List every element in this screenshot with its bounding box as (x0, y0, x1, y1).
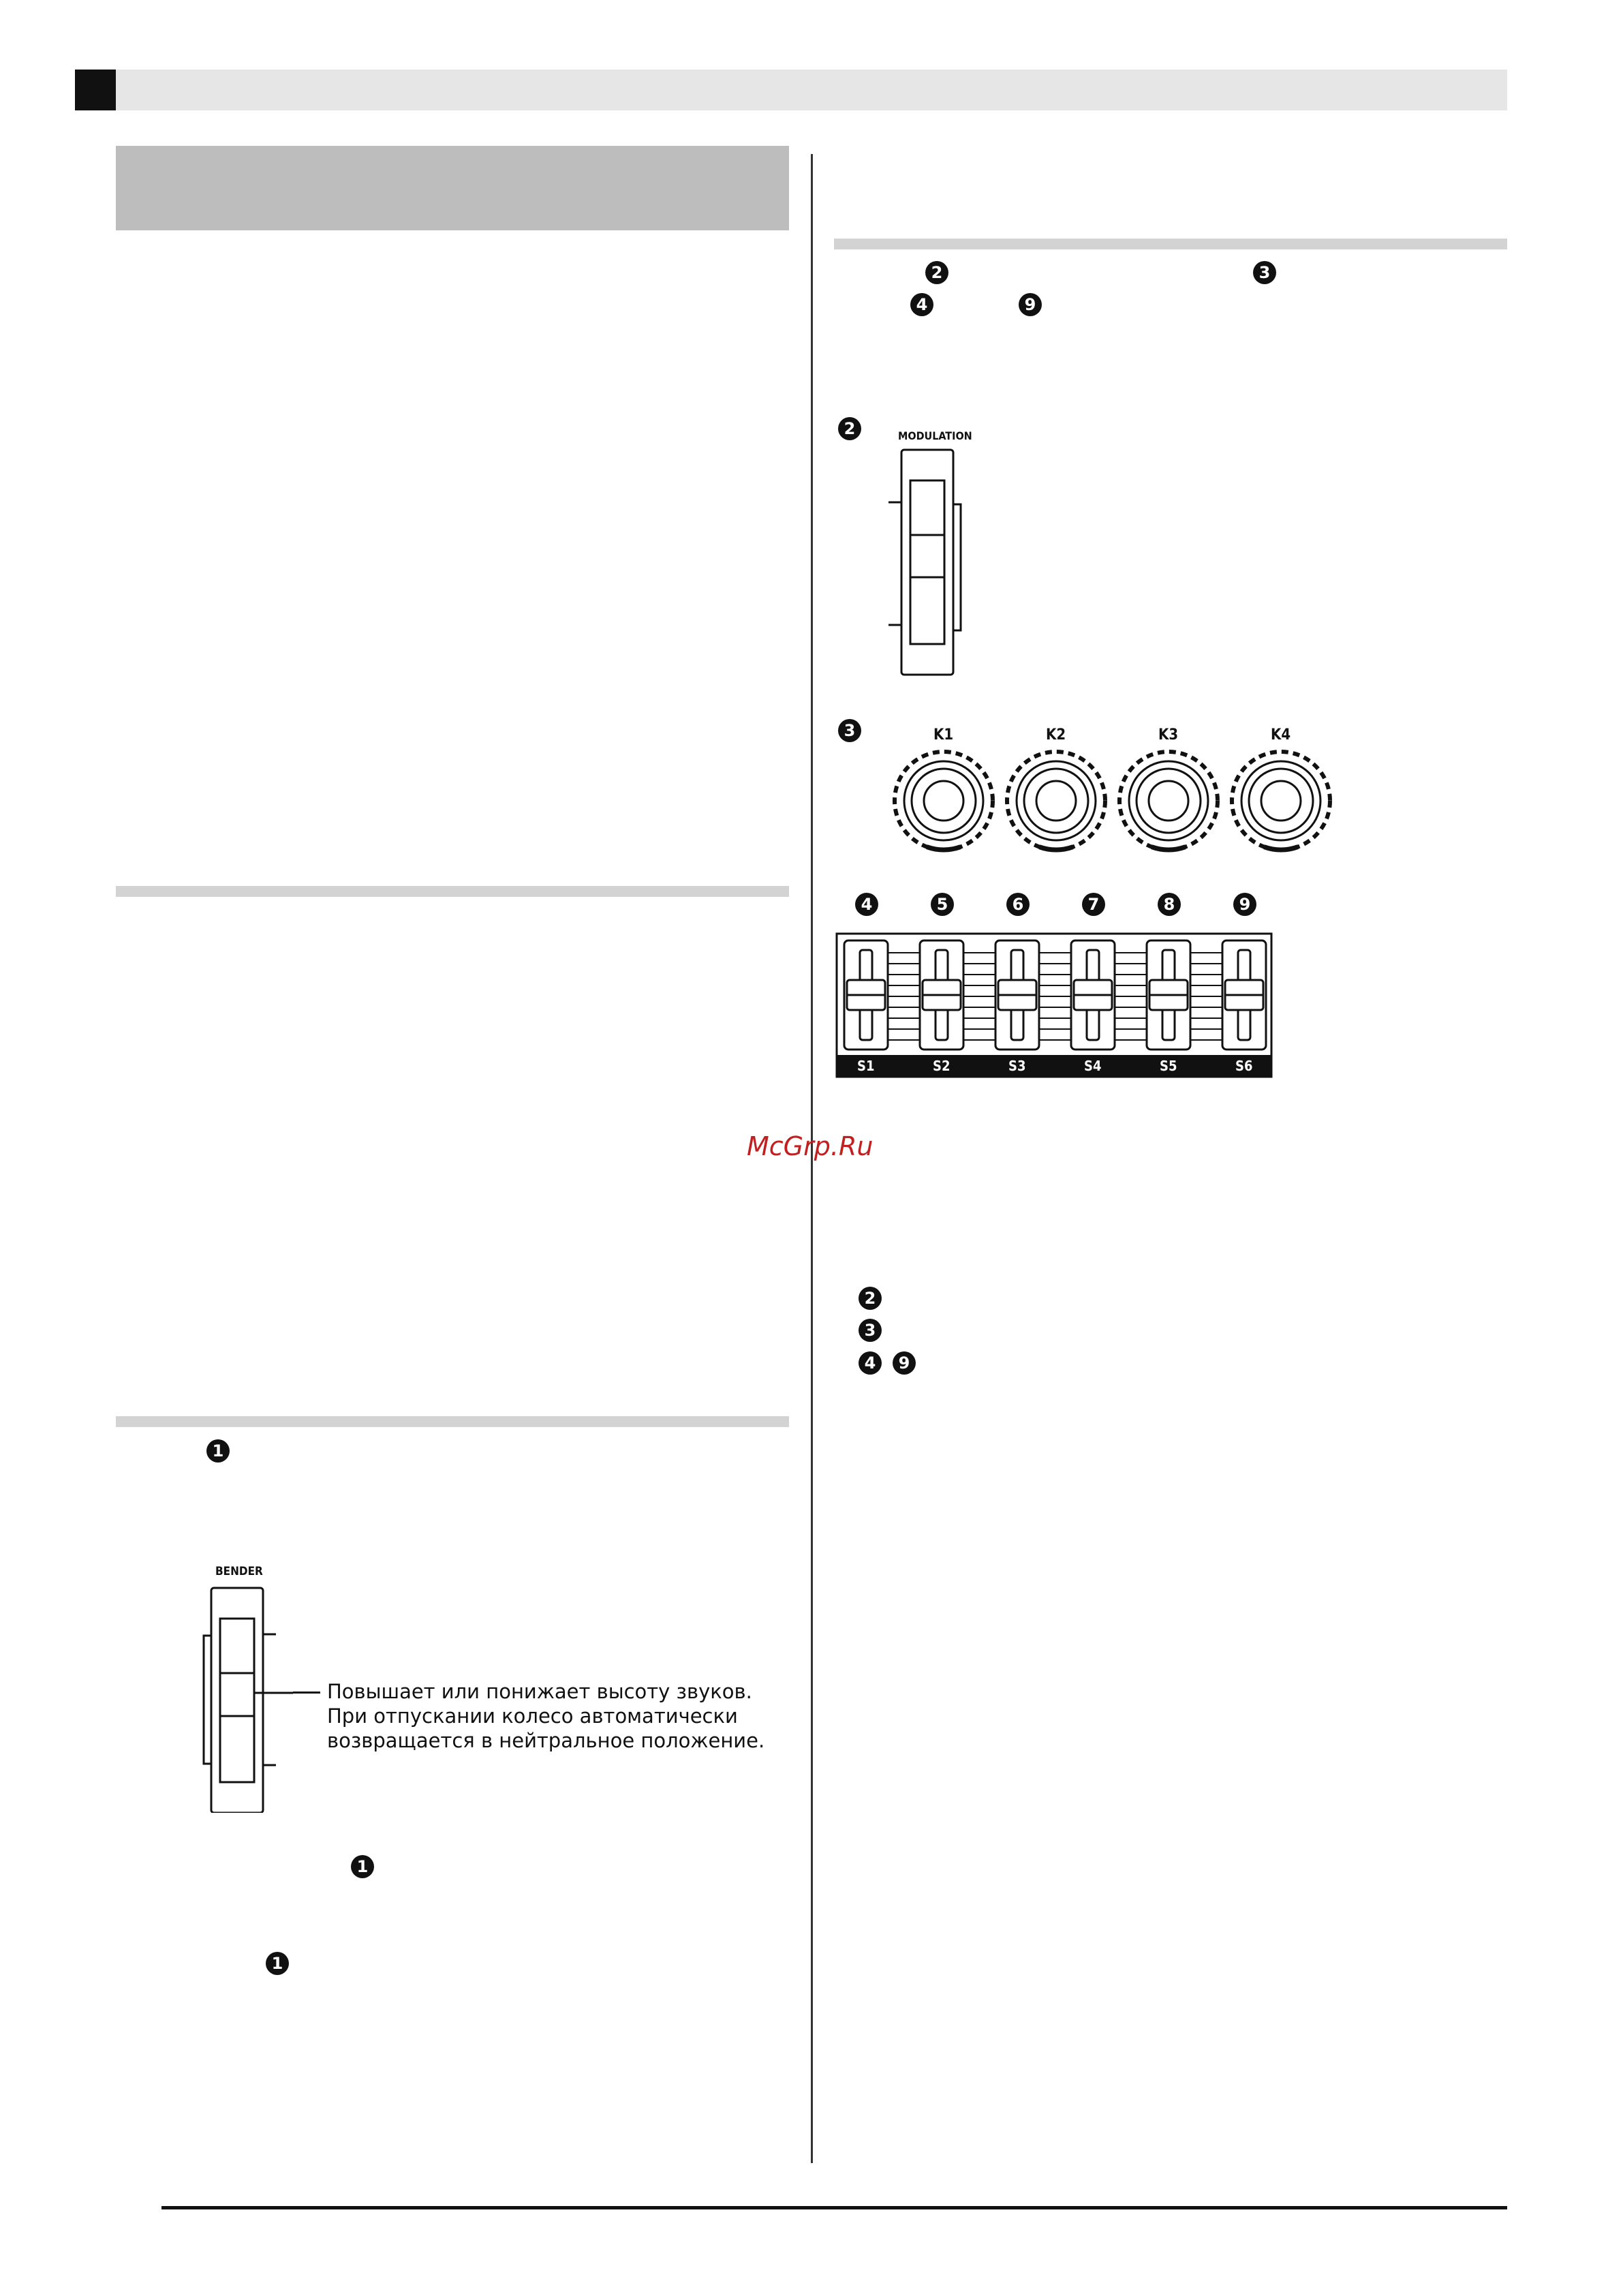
bender-description-line-3: возвращается в нейтральное положение. (327, 1729, 765, 1752)
marker-3-ref: 3 (1253, 261, 1276, 284)
knob-label-k4: K4 (1271, 726, 1291, 744)
marker-8-slider: 8 (1158, 893, 1181, 916)
knob-label-k1: K1 (933, 726, 954, 744)
marker-4-slider: 4 (855, 893, 878, 916)
marker-3-list: 3 (859, 1319, 882, 1342)
slider-label-band (837, 1055, 1271, 1077)
bender-description-line-1: Повышает или понижает высоту звуков. (327, 1680, 752, 1703)
marker-5-slider: 5 (931, 893, 954, 916)
knobs-diagram (886, 743, 1349, 859)
bender-description-line-2: При отпускании колесо автоматически (327, 1704, 738, 1728)
knob-3 (1119, 752, 1218, 850)
page-header-bar (116, 70, 1507, 110)
page-header-black-tab (75, 70, 116, 110)
knob-label-k2: K2 (1046, 726, 1066, 744)
marker-1-note-a: 1 (351, 1855, 374, 1878)
knob-1 (895, 752, 993, 850)
marker-1-ref: 1 (206, 1439, 230, 1463)
section-rule-left-1 (116, 886, 789, 897)
marker-9-slider: 9 (1233, 893, 1256, 916)
slider-label-s6: S6 (1235, 1058, 1253, 1074)
footer-rule (161, 2206, 1507, 2209)
knob-2 (1007, 752, 1105, 850)
marker-9-ref: 9 (1019, 293, 1042, 316)
sliders-diagram (835, 932, 1274, 1078)
marker-1-note-b: 1 (266, 1952, 289, 1975)
section-rule-left-2 (116, 1416, 789, 1427)
marker-2-list: 2 (859, 1287, 882, 1310)
marker-6-slider: 6 (1006, 893, 1030, 916)
modulation-label: MODULATION (898, 429, 972, 442)
bender-label: BENDER (215, 1565, 263, 1578)
bender-callout-line (293, 1692, 320, 1694)
slider-label-s4: S4 (1084, 1058, 1102, 1074)
slider-label-s1: S1 (857, 1058, 875, 1074)
marker-9-list: 9 (893, 1351, 916, 1375)
modulation-wheel-diagram (879, 446, 974, 678)
slider-6 (1222, 940, 1266, 1050)
slider-label-s3: S3 (1008, 1058, 1026, 1074)
watermark: McGrp.Ru (747, 1131, 874, 1161)
knob-label-k3: K3 (1158, 726, 1179, 744)
marker-2-ref: 2 (925, 261, 948, 284)
marker-4-list: 4 (859, 1351, 882, 1375)
knob-4 (1232, 752, 1330, 850)
marker-2-modulation: 2 (838, 417, 861, 440)
marker-3-knobs: 3 (838, 719, 861, 742)
slider-label-s2: S2 (933, 1058, 950, 1074)
marker-7-slider: 7 (1082, 893, 1105, 916)
slider-label-s5: S5 (1160, 1058, 1177, 1074)
bender-wheel-diagram (198, 1581, 293, 1813)
marker-4-ref: 4 (910, 293, 933, 316)
section-rule-right-1 (834, 239, 1507, 249)
section-title-block (116, 146, 789, 230)
